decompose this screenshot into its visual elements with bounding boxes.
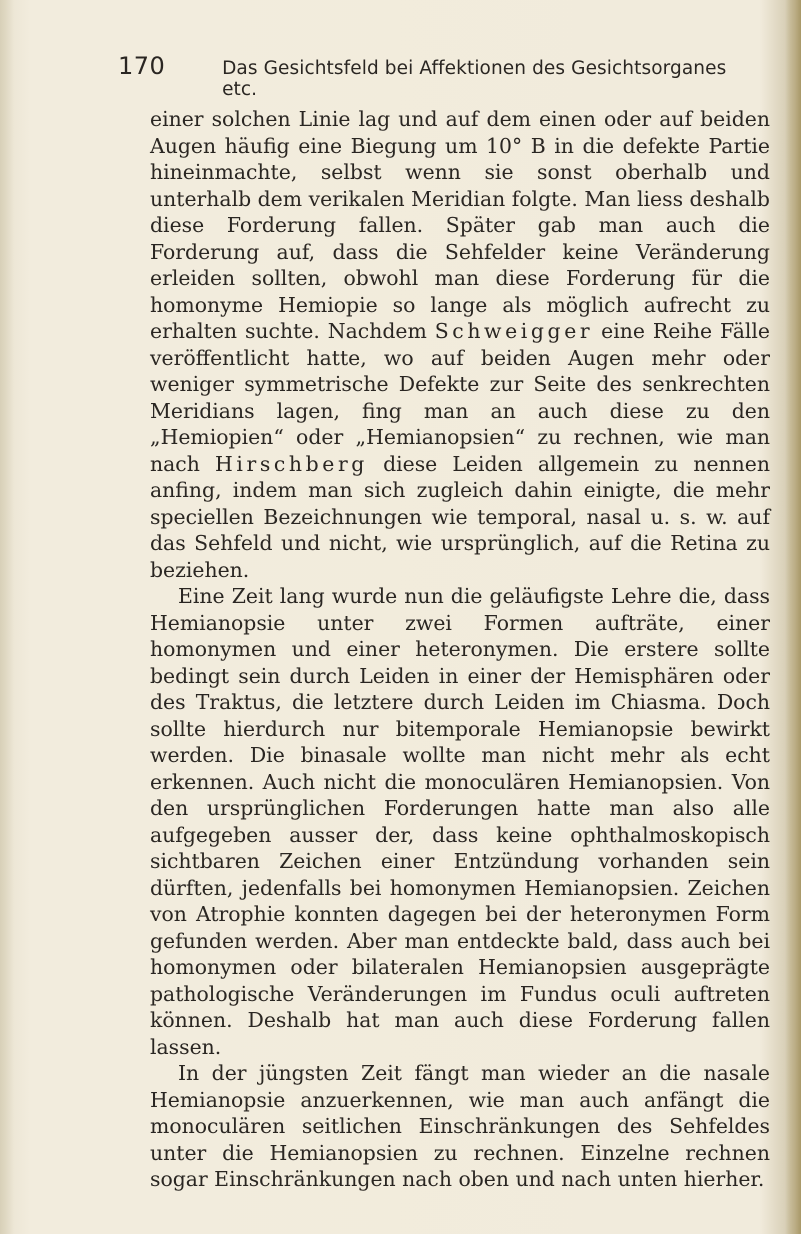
text-run: einer solchen Linie lag und auf dem einen oder auf beiden Augen häufig eine Biegung um 10° B in die defekte Partie hineinmachte, selbst wenn sie sonst oberhalb und unterhalb dem verikalen Meridian folgte. Man liess deshalb diese Forderung fallen. Später gab man auch die Forderung auf, dass die Sehfelder keine Veränderung erleiden sollten, obwohl man diese Forderung für die homonyme Hemiopie so lange als möglich aufrecht zu erhalten suchte. Nachdem [150, 107, 770, 343]
text-run: eine Reihe Fälle veröffentlicht hatte, wo auf beiden Augen mehr oder weniger symmetrische Defekte zur Seite des senkrechten Meridians lagen, fing man an auch diese zu den „Hemiopien“ oder „Hemianopsien“ zu rechnen, wie man nach [150, 319, 770, 476]
body-text [150, 106, 770, 1193]
text-run: diese Leiden allgemein zu nennen anfing, indem man sich zugleich dahin einigte, die mehr speciellen Bezeichnungen wie temporal, nasal u. s. w. auf das Sehfeld und nicht, wie ursprünglich, auf die Retina zu beziehen. [150, 451, 770, 582]
paragraph-2 [150, 583, 770, 1060]
paragraph-3 [150, 1060, 770, 1193]
text-run: Eine Zeit lang wurde nun die geläufigste Lehre die, dass Hemianopsie unter zwei Formen aufträte, einer homonymen und einer heteronymen. Die erstere sollte bedingt sein durch Leiden in einer der Hemisphären oder des Traktus, die letztere durch Leiden im Chiasma. Doch sollte hierdurch nur bitemporale Hemianopsie bewirkt werden. Die binasale wollte man nicht mehr als echt erkennen. Auch nicht die monoculären Hemianopsien. Von den ursprünglichen Forderungen hatte man also alle aufgegeben ausser der, dass keine ophthalmoskopisch sichtbaren Zeichen einer Entzündung vorhanden sein dürften, jedenfalls bei homonymen Hemianopsien. Zeichen von Atrophie konnten dagegen bei der heteronymen Form gefunden werden. Aber man entdeckte bald, dass auch bei homonymen oder bilateralen Hemianopsien ausgeprägte pathologische Veränderungen im Fundus oculi auftreten können. Deshalb hat man auch diese Forderung fallen lassen. [150, 584, 770, 1059]
running-header [118, 52, 738, 100]
paragraph-1 [150, 106, 770, 583]
running-header-title: Das Gesichtsfeld bei Affektionen des Gesichtsorganes etc. [222, 58, 727, 100]
text-run: In der jüngsten Zeit fängt man wieder an die nasale Hemianopsie anzuerkennen, wie man auch anfängt die monoculären seitlichen Einschränkungen des Sehfeldes unter die Hemianopsien zu rechnen. Einzelne rechnen sogar Einschränkungen nach oben und nach unten hierher. [150, 1061, 770, 1191]
page-right-edge [785, 0, 801, 1234]
page-left-shadow [0, 0, 14, 1234]
page-number: 170 [118, 52, 166, 80]
author-name-hirschberg: Hirschberg [214, 451, 368, 476]
author-name-schweigger: Schweigger [434, 319, 594, 343]
